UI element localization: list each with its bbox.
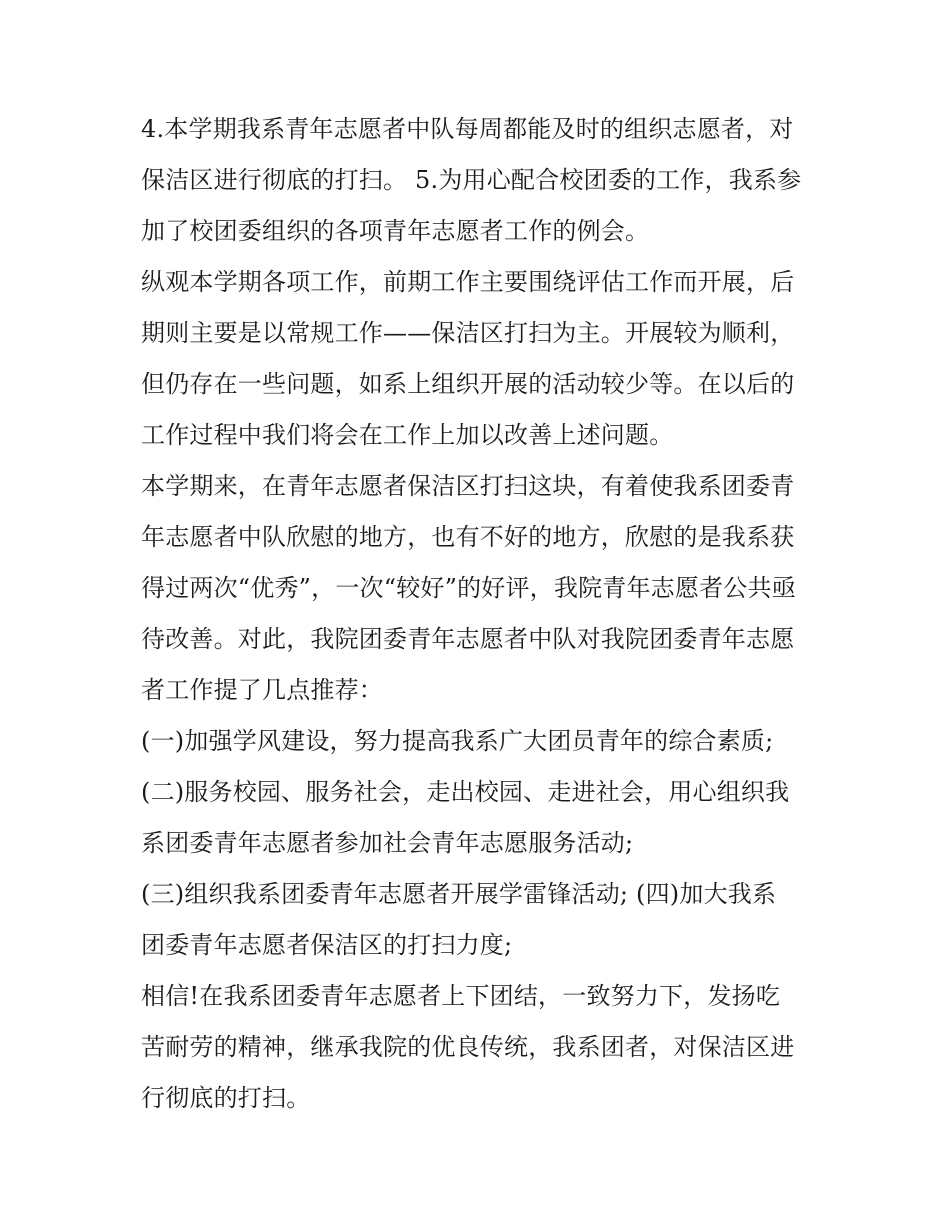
text-line: 保洁区进行彻底的打扫。 5.为用心配合校团委的工作，我系参: [141, 166, 802, 194]
text-line: (二)服务校园、服务社会，走出校园、走进社会，用心组织我: [141, 778, 790, 806]
text-line: 团委青年志愿者保洁区的打扫力度;: [141, 931, 513, 959]
text-line: 得过两次“优秀”，一次“较好”的好评，我院青年志愿者公共亟: [141, 574, 796, 602]
text-line: 但仍存在一些问题，如系上组织开展的活动较少等。在以后的: [141, 370, 795, 398]
text-line: (三)组织我系团委青年志愿者开展学雷锋活动; (四)加大我系: [141, 880, 777, 908]
text-line: (一)加强学风建设，努力提高我系广大团员青年的综合素质;: [141, 727, 774, 755]
text-line: 工作过程中我们将会在工作上加以改善上述问题。: [141, 421, 674, 449]
text-line: 年志愿者中队欣慰的地方，也有不好的地方，欣慰的是我系获: [141, 523, 795, 551]
text-line: 加了校团委组织的各项青年志愿者工作的例会。: [141, 217, 650, 245]
text-line: 4.本学期我系青年志愿者中队每周都能及时的组织志愿者，对: [141, 115, 794, 143]
text-line: 期则主要是以常规工作——保洁区打扫为主。开展较为顺利，: [141, 319, 795, 347]
text-line: 相信!在我系团委青年志愿者上下团结，一致努力下，发扬吃: [141, 982, 781, 1010]
text-line: 者工作提了几点推荐：: [141, 676, 383, 704]
text-line: 苦耐劳的精神，继承我院的优良传统，我系团者，对保洁区进: [141, 1033, 795, 1061]
text-line: 纵观本学期各项工作，前期工作主要围绕评估工作而开展，后: [141, 268, 795, 296]
text-line: 行彻底的打扫。: [141, 1084, 311, 1112]
text-line: 系团委青年志愿者参加社会青年志愿服务活动;: [141, 829, 634, 857]
text-line: 待改善。对此，我院团委青年志愿者中队对我院团委青年志愿: [141, 625, 795, 653]
document-body: [141, 104, 821, 1124]
text-line: 本学期来，在青年志愿者保洁区打扫这块，有着使我系团委青: [141, 472, 795, 500]
